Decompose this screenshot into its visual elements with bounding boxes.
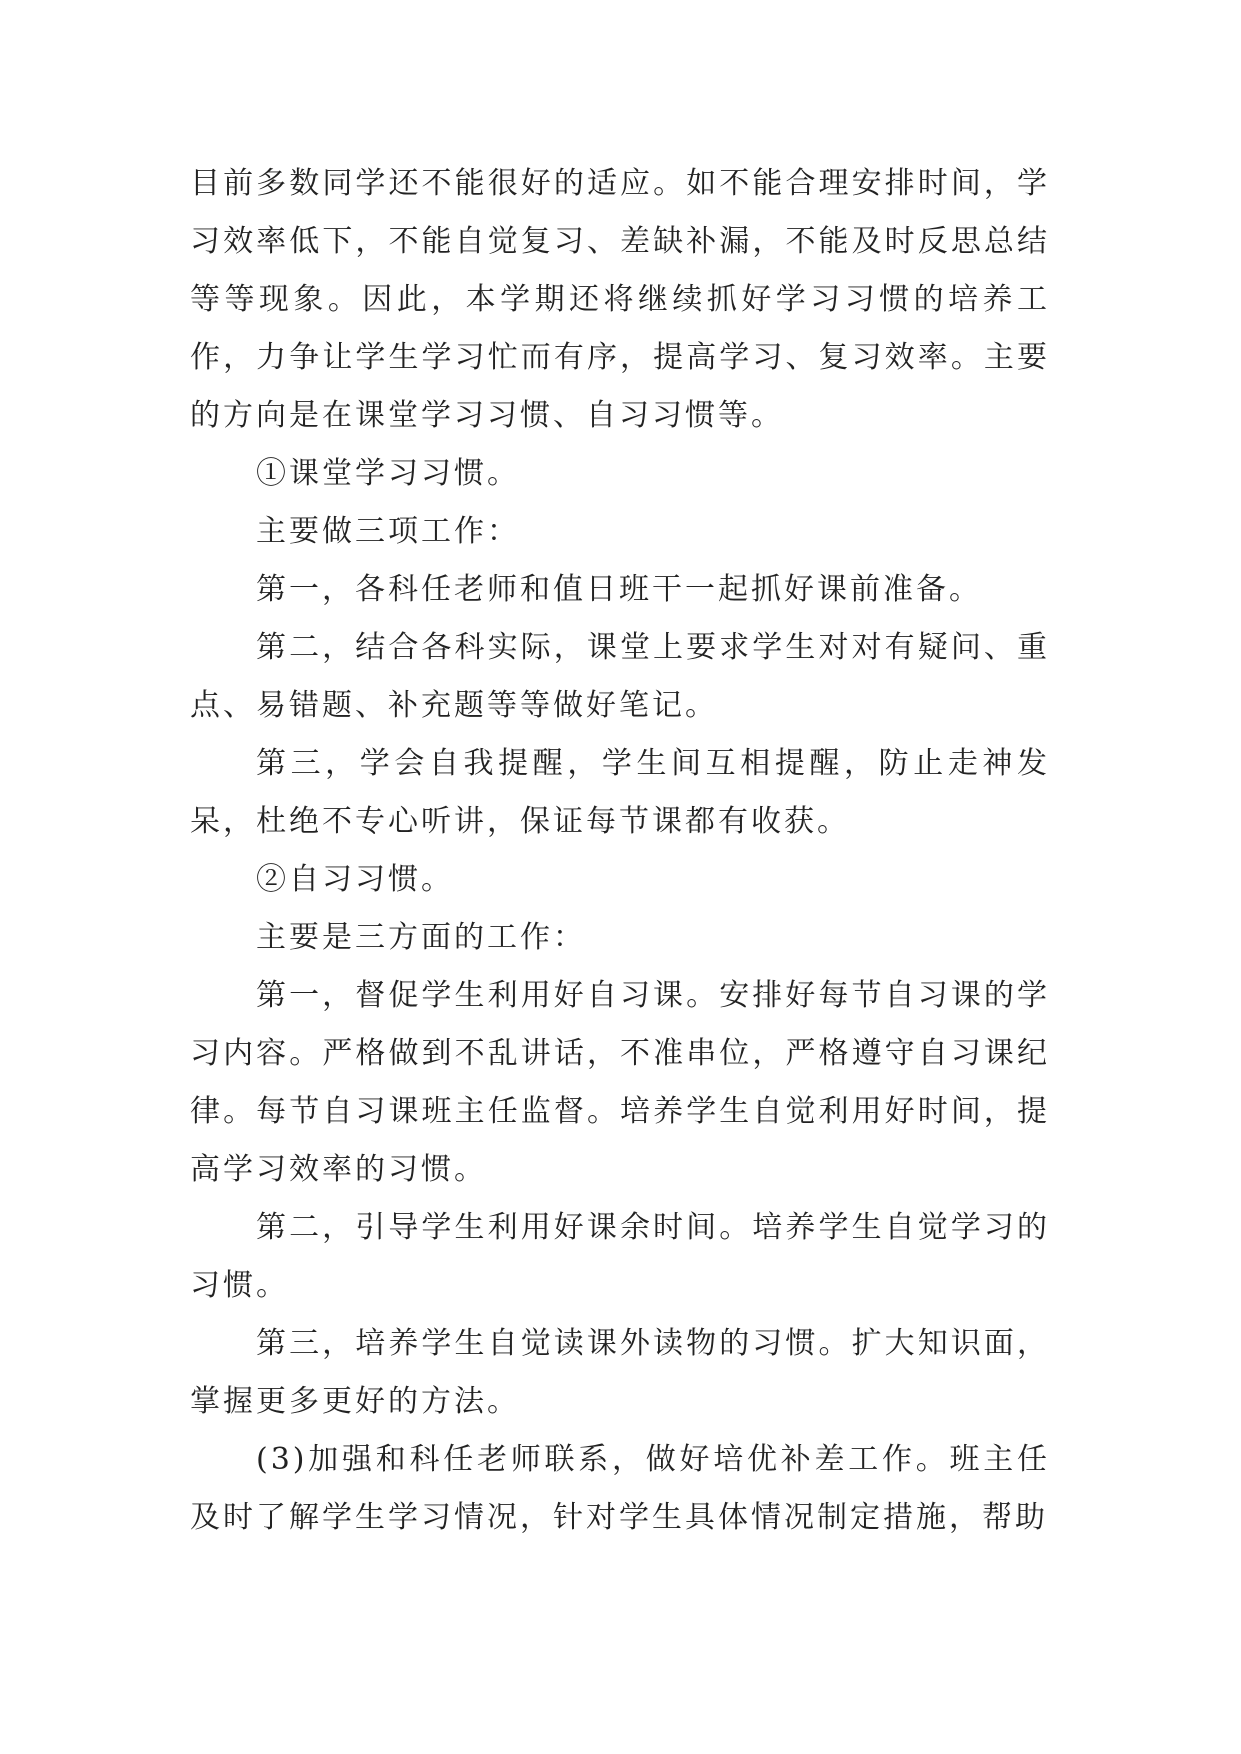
- paragraph-11: 第三，培养学生自觉读课外读物的习惯。扩大知识面，掌握更多更好的方法。: [190, 1326, 1050, 1419]
- paragraph-4: 第一，各科任老师和值日班干一起抓好课前准备。: [256, 572, 982, 607]
- paragraph-12: (3)加强和科任老师联系，做好培优补差工作。班主任及时了解学生学习情况，针对学生具体情况制定措施，帮助: [190, 1442, 1050, 1535]
- paragraph-3: 主要做三项工作：: [256, 514, 520, 549]
- paragraph-5: 第二，结合各科实际，课堂上要求学生对对有疑问、重点、易错题、补充题等等做好笔记。: [190, 630, 1050, 723]
- paragraph-7: ②自习习惯。: [256, 862, 454, 897]
- paragraph-10: 第二，引导学生利用好课余时间。培养学生自觉学习的习惯。: [190, 1210, 1050, 1303]
- paragraph-2: ①课堂学习习惯。: [256, 456, 520, 491]
- paragraph-8: 主要是三方面的工作：: [256, 920, 586, 955]
- paragraph-6: 第三，学会自我提醒，学生间互相提醒，防止走神发呆，杜绝不专心听讲，保证每节课都有收获。: [190, 746, 1050, 839]
- paragraph-1: 目前多数同学还不能很好的适应。如不能合理安排时间，学习效率低下，不能自觉复习、差缺补漏，不能及时反思总结等等现象。因此，本学期还将继续抓好学习习惯的培养工作，力争让学生学习忙而有序，提高学习、复习效率。主要的方向是在课堂学习习惯、自习习惯等。: [190, 166, 1050, 433]
- document-body: [190, 155, 1050, 1547]
- paragraph-9: 第一，督促学生利用好自习课。安排好每节自习课的学习内容。严格做到不乱讲话，不准串位，严格遵守自习课纪律。每节自习课班主任监督。培养学生自觉利用好时间，提高学习效率的习惯。: [190, 978, 1050, 1187]
